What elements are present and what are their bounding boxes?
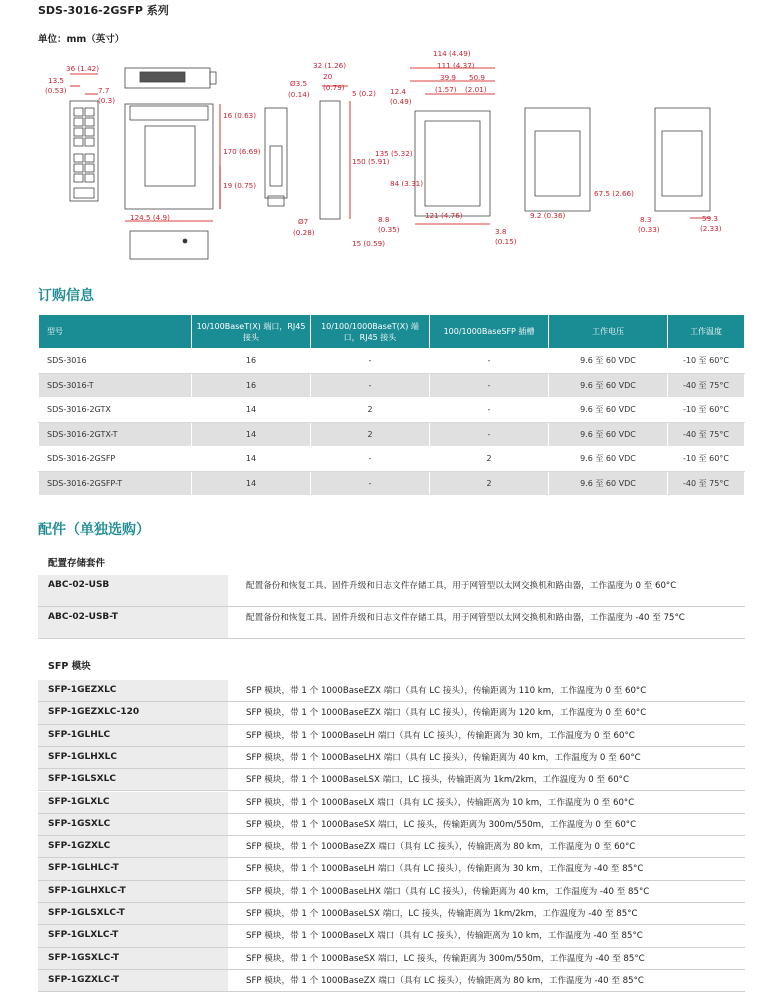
accessory-description: SFP 模块，带 1 个 1000BaseLHX 端口（具有 LC 接头），传输距离为 40 km，工作温度为 0 至 60°C: [246, 752, 641, 763]
accessory-row: [38, 903, 745, 925]
ordering-cell: -10 至 60°C: [668, 349, 745, 374]
ordering-title: 订购信息: [38, 288, 94, 304]
accessory-description: SFP 模块，带 1 个 1000BaseLX 端口（具有 LC 接头），传输距离为 10 km，工作温度为 0 至 60°C: [246, 797, 635, 808]
ordering-cell: -40 至 75°C: [668, 373, 745, 398]
ordering-row: [39, 373, 745, 398]
dim-3-8: 3.8: [495, 227, 507, 236]
dim-0-14: (0.14): [288, 90, 310, 99]
ordering-row: [39, 447, 745, 472]
accessory-description: 配置备份和恢复工具、固件升级和日志文件存储工具，用于网管型以太网交换机和路由器，工作温度为 0 至 60°C: [246, 581, 677, 591]
ordering-cell: -: [311, 373, 430, 398]
ordering-cell: -: [430, 422, 549, 447]
dim-5: 5 (0.2): [352, 89, 376, 98]
accessory-description: SFP 模块，带 1 个 1000BaseLSX 端口，LC 接头，传输距离为 1km/2km，工作温度为 -40 至 85°C: [246, 909, 638, 919]
accessory-row: [38, 702, 745, 724]
dim-0-28: (0.28): [293, 228, 315, 237]
accessory-description: 配置备份和恢复工具、固件升级和日志文件存储工具，用于网管型以太网交换机和路由器，工作温度为 -40 至 75°C: [246, 613, 685, 623]
dim-12-4: 12.4: [390, 87, 407, 96]
accessory-model: SFP-1GLSXLC: [38, 769, 228, 790]
ordering-cell: SDS-3016-2GSFP: [39, 447, 192, 472]
ordering-cell: 14: [192, 471, 311, 496]
dim-2-01: (2.01): [465, 85, 487, 94]
dim-0-15: (0.15): [495, 237, 517, 246]
dim-50-9: 50.9: [469, 73, 486, 82]
accessory-row: [38, 925, 745, 947]
accessory-row: [38, 575, 745, 607]
dim-3-5: Ø3.5: [290, 79, 308, 88]
accessory-model: SFP-1GEZXLC-120: [38, 702, 228, 723]
ordering-cell: SDS-3016: [39, 349, 192, 374]
accessory-row: [38, 792, 745, 814]
accessory-model: SFP-1GLHXLC: [38, 747, 228, 768]
accessory-description: SFP 模块，带 1 个 1000BaseLSX 端口，LC 接头，传输距离为 1km/2km，工作温度为 0 至 60°C: [246, 775, 629, 786]
ordering-cell: 9.6 至 60 VDC: [549, 422, 668, 447]
dim-8-8: 8.8: [378, 215, 390, 224]
series-title: SDS-3016-2GSFP 系列: [38, 4, 169, 17]
dim-20: 20: [323, 72, 333, 81]
accessory-model: SFP-1GLHXLC-T: [38, 881, 228, 902]
dimension-drawings: [30, 46, 750, 268]
dim-36: 36 (1.42): [66, 64, 100, 73]
din-side-view-1: [415, 111, 490, 216]
dim-13-5: 13.5: [48, 76, 65, 85]
dim-7: Ø7: [298, 217, 309, 226]
accessory-description: SFP 模块，带 1 个 1000BaseLHX 端口（具有 LC 接头），传输距离为 40 km，工作温度为 -40 至 85°C: [246, 886, 650, 897]
accessory-model: SFP-1GZXLC: [38, 836, 228, 857]
ordering-row: [39, 349, 745, 374]
ordering-cell: -40 至 75°C: [668, 471, 745, 496]
dim-84: 84 (3.31): [390, 179, 424, 188]
accessory-model: SFP-1GLHLC-T: [38, 858, 228, 879]
ordering-cell: 9.6 至 60 VDC: [549, 398, 668, 423]
ordering-cell: -: [311, 471, 430, 496]
dim-111: 111 (4.37): [437, 61, 475, 70]
accessory-description: SFP 模块，带 1 个 1000BaseLH 端口（具有 LC 接头），传输距离为 30 km，工作温度为 -40 至 85°C: [246, 864, 644, 875]
accessory-model: SFP-1GSXLC-T: [38, 948, 228, 969]
ordering-cell: -10 至 60°C: [668, 398, 745, 423]
accessory-row: [38, 747, 745, 769]
dim-1-57: (1.57): [435, 85, 457, 94]
dim-67-5: 67.5 (2.66): [594, 189, 634, 198]
ordering-cell: -: [430, 373, 549, 398]
col-sfp-slots: 100/1000BaseSFP 插槽: [430, 315, 549, 349]
dim-0-3: (0.3): [98, 96, 116, 105]
col-fast-ports: 10/100BaseT(X) 端口，RJ45 接头: [192, 315, 311, 349]
ordering-cell: 2: [430, 447, 549, 472]
accessory-description: SFP 模块，带 1 个 1000BaseZX 端口（具有 LC 接头），传输距离为 80 km，工作温度为 0 至 60°C: [246, 842, 636, 853]
accessory-row: [38, 607, 745, 639]
ordering-cell: 2: [311, 422, 430, 447]
ordering-row: [39, 398, 745, 423]
dim-8-3: 8.3: [640, 215, 652, 224]
ordering-cell: 9.6 至 60 VDC: [549, 471, 668, 496]
dim-121: 121 (4.76): [425, 211, 463, 220]
dim-16: 16 (0.63): [223, 111, 257, 120]
ordering-cell: SDS-3016-2GTX: [39, 398, 192, 423]
accessory-description: SFP 模块，带 1 个 1000BaseEZX 端口（具有 LC 接头），传输距离为 120 km，工作温度为 0 至 60°C: [246, 708, 647, 719]
dim-19: 19 (0.75): [223, 181, 257, 190]
ordering-cell: -: [311, 447, 430, 472]
accessory-model: SFP-1GSXLC: [38, 814, 228, 835]
ordering-cell: 14: [192, 398, 311, 423]
accessory-model: ABC-02-USB: [38, 575, 228, 606]
dim-114: 114 (4.49): [433, 49, 471, 58]
ordering-cell: -40 至 75°C: [668, 422, 745, 447]
dim-2-33: (2.33): [700, 224, 722, 233]
ordering-cell: SDS-3016-T: [39, 373, 192, 398]
accessory-description: SFP 模块，带 1 个 1000BaseLX 端口（具有 LC 接头），传输距离为 10 km，工作温度为 -40 至 85°C: [246, 931, 643, 942]
ordering-cell: SDS-3016-2GTX-T: [39, 422, 192, 447]
unit-label: 单位：mm（英寸）: [38, 34, 125, 45]
dim-124-5: 124.5 (4.9): [130, 213, 170, 222]
config-kit-title: 配置存储套件: [48, 558, 106, 569]
accessory-description: SFP 模块，带 1 个 1000BaseLH 端口（具有 LC 接头），传输距离为 30 km，工作温度为 0 至 60°C: [246, 730, 635, 741]
dim-59-3: 59.3: [702, 214, 719, 223]
dim-150: 150 (5.91): [352, 157, 390, 166]
dim-0-79: (0.79): [323, 83, 345, 92]
accessory-model: SFP-1GLXLC-T: [38, 925, 228, 946]
accessory-row: [38, 970, 745, 992]
accessory-row: [38, 858, 745, 880]
ordering-cell: 14: [192, 447, 311, 472]
ordering-cell: 9.6 至 60 VDC: [549, 349, 668, 374]
dim-15: 15 (0.59): [352, 239, 386, 248]
dim-0-53: (0.53): [45, 86, 67, 95]
accessory-model: SFP-1GLHLC: [38, 725, 228, 746]
accessory-row: [38, 881, 745, 903]
accessory-model: SFP-1GZXLC-T: [38, 970, 228, 991]
accessory-description: SFP 模块，带 1 个 1000BaseZX 端口（具有 LC 接头），传输距离为 80 km，工作温度为 -40 至 85°C: [246, 975, 644, 986]
accessory-row: [38, 814, 745, 836]
ordering-cell: -: [430, 349, 549, 374]
col-voltage: 工作电压: [549, 315, 668, 349]
ordering-row: [39, 471, 745, 496]
accessory-model: ABC-02-USB-T: [38, 607, 228, 638]
dim-9-2: 9.2 (0.36): [530, 211, 566, 220]
accessory-row: [38, 725, 745, 747]
ordering-cell: 2: [430, 471, 549, 496]
ordering-cell: 16: [192, 373, 311, 398]
wall-mount-plate: [320, 101, 340, 219]
dim-0-35: (0.35): [378, 225, 400, 234]
col-temperature: 工作温度: [668, 315, 745, 349]
dim-32: 32 (1.26): [313, 61, 347, 70]
sfp-module-title: SFP 模块: [48, 661, 91, 672]
dim-7-7: 7.7: [98, 86, 110, 95]
dim-135: 135 (5.32): [375, 149, 413, 158]
accessory-row: [38, 836, 745, 858]
ordering-header-row: [39, 315, 745, 349]
side-view-body: [265, 108, 287, 198]
bottom-view-body: [130, 231, 208, 259]
accessory-row: [38, 948, 745, 970]
dim-0-33: (0.33): [638, 225, 660, 234]
accessory-row: [38, 769, 745, 791]
ordering-cell: 9.6 至 60 VDC: [549, 373, 668, 398]
ordering-cell: 16: [192, 349, 311, 374]
ordering-cell: 14: [192, 422, 311, 447]
dim-0-49: (0.49): [390, 97, 412, 106]
dim-170: 170 (6.69): [223, 147, 261, 156]
accessory-description: SFP 模块，带 1 个 1000BaseSX 端口，LC 接头，传输距离为 300m/550m，工作温度为 -40 至 85°C: [246, 953, 645, 964]
col-gig-ports: 10/100/1000BaseT(X) 端口，RJ45 接头: [311, 315, 430, 349]
ordering-table: [38, 314, 745, 496]
accessory-description: SFP 模块，带 1 个 1000BaseSX 端口，LC 接头，传输距离为 300m/550m，工作温度为 0 至 60°C: [246, 819, 637, 830]
col-model: 型号: [39, 315, 192, 349]
ordering-cell: SDS-3016-2GSFP-T: [39, 471, 192, 496]
accessory-model: SFP-1GLXLC: [38, 792, 228, 813]
ordering-cell: -: [430, 398, 549, 423]
accessory-description: SFP 模块，带 1 个 1000BaseEZX 端口（具有 LC 接头），传输距离为 110 km，工作温度为 0 至 60°C: [246, 686, 647, 696]
ordering-cell: -: [311, 349, 430, 374]
accessory-model: SFP-1GEZXLC: [38, 680, 228, 701]
accessory-model: SFP-1GLSXLC-T: [38, 903, 228, 924]
ordering-row: [39, 422, 745, 447]
dim-39-9: 39.9: [440, 73, 457, 82]
accessory-row: [38, 680, 745, 702]
ordering-cell: 9.6 至 60 VDC: [549, 447, 668, 472]
ordering-cell: -10 至 60°C: [668, 447, 745, 472]
ordering-cell: 2: [311, 398, 430, 423]
accessories-title: 配件（单独选购）: [38, 522, 150, 538]
